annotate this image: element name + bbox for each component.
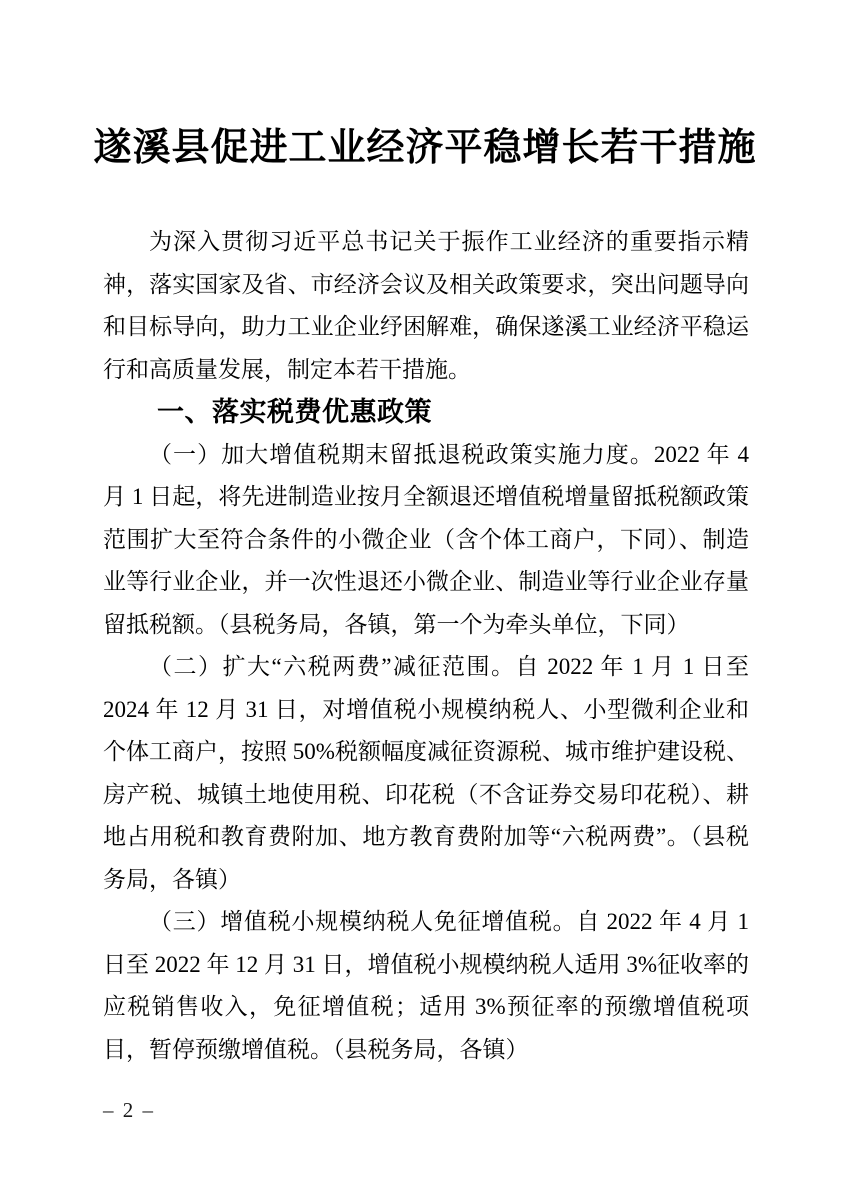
policy-item-2-text: 自 2022 年 1 月 1 日至 2024 年 12 月 31 日，对增值税小规模纳税人、小型微利企业和个体工商户，按照 50%税额幅度减征资源税、城市维护建设税、房产税、城镇土地使用税、印花税（不含证券交易印花税）、耕地占用税和教育费附加、地方教育费附加等“六税两费”。（县税务局，各镇） — [103, 654, 749, 892]
policy-item-2 — [103, 646, 749, 901]
policy-item-2-lead: （二）扩大“六税两费”减征范围。 — [149, 654, 516, 679]
policy-item-1 — [103, 434, 749, 647]
policy-item-3 — [103, 901, 749, 1071]
document-title: 遂溪县促进工业经济平稳增长若干措施 — [93, 127, 757, 169]
page-number: – 2 – — [103, 1098, 155, 1122]
document-body — [103, 221, 749, 1071]
section-heading-taxes: 一、落实税费优惠政策 — [157, 397, 432, 427]
policy-item-1-text: 2022 年 4 月 1 日起，将先进制造业按月全额退还增值税增量留抵税额政策范围扩大至符合条件的小微企业（含个体工商户，下同）、制造业等行业企业，并一次性退还小微企业、制造业等行业企业存量留抵税额。（县税务局，各镇，第一个为牵头单位，下同） — [103, 441, 750, 637]
policy-item-3-text: 自 2022 年 4 月 1 日至 2022 年 12 月 31 日，增值税小规模纳税人适用 3%征收率的应税销售收入，免征增值税；适用 3%预征率的预缴增值税项目，暂停预缴增值税。（县税务局，各镇） — [103, 909, 750, 1062]
policy-item-3-lead: （三）增值税小规模纳税人免征增值税。 — [149, 909, 577, 934]
policy-item-1-lead: （一）加大增值税期末留抵退税政策实施力度。 — [149, 441, 654, 467]
intro-paragraph: 为深入贯彻习近平总书记关于振作工业经济的重要指示精神，落实国家及省、市经济会议及相关政策要求，突出问题导向和目标导向，助力工业企业纾困解难，确保遂溪工业经济平稳运行和高质量发展，制定本若干措施。 — [103, 229, 749, 382]
